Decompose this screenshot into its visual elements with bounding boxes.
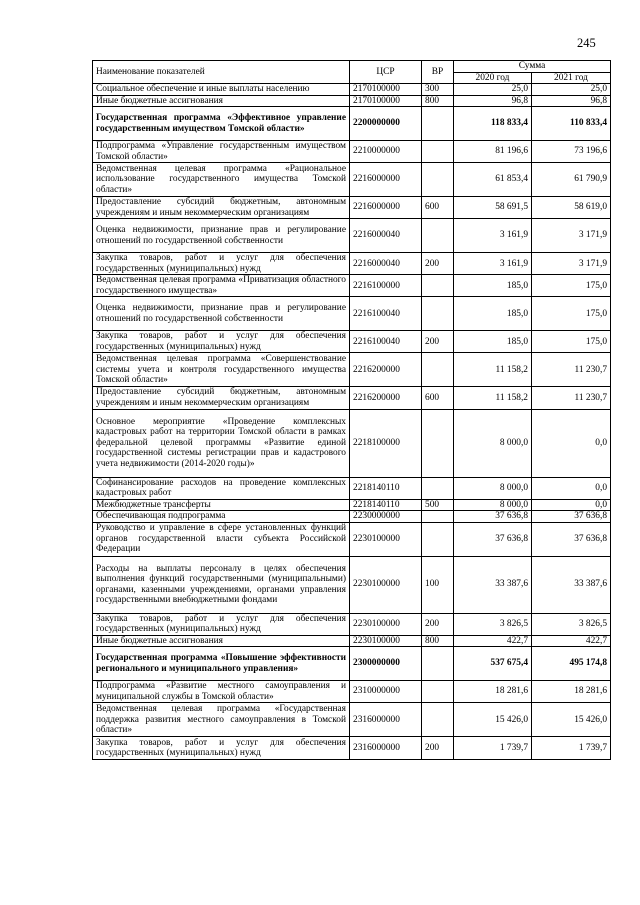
row-csr: 2170100000 — [350, 95, 422, 107]
row-name: Обеспечивающая подпрограмма — [93, 511, 350, 523]
header-2021: 2021 год — [532, 72, 611, 84]
row-vr — [422, 703, 454, 737]
row-csr: 2230100000 — [350, 522, 422, 556]
table-row — [93, 353, 611, 387]
row-value-2020: 3 161,9 — [454, 219, 532, 253]
row-name: Софинансирование расходов на проведение комплексных кадастровых работ — [93, 477, 350, 499]
row-value-2021: 37 636,8 — [532, 522, 611, 556]
row-value-2020: 8 000,0 — [454, 409, 532, 477]
row-csr: 2216200000 — [350, 353, 422, 387]
table-row — [93, 297, 611, 331]
table-row — [93, 635, 611, 647]
table-row — [93, 737, 611, 760]
table-row — [93, 219, 611, 253]
row-name: Оценка недвижимости, признание прав и регулирование отношений по государственной собственности — [93, 219, 350, 253]
row-name: Закупка товаров, работ и услуг для обеспечения государственных (муниципальных) нужд — [93, 253, 350, 275]
row-name: Государственная программа «Повышение эффективности регионального и муниципального управления» — [93, 647, 350, 681]
row-vr — [422, 409, 454, 477]
row-value-2020: 185,0 — [454, 275, 532, 297]
row-value-2020: 96,8 — [454, 95, 532, 107]
row-name: Ведомственная целевая программа «Государственная поддержка развития местного самоуправления в Томской области» — [93, 703, 350, 737]
row-vr — [422, 163, 454, 197]
row-name: Оценка недвижимости, признание прав и регулирование отношений по государственной собственности — [93, 297, 350, 331]
row-name: Подпрограмма «Управление государственным имуществом Томской области» — [93, 141, 350, 163]
row-vr — [422, 353, 454, 387]
row-value-2020: 185,0 — [454, 331, 532, 353]
row-name: Предоставление субсидий бюджетным, автономным учреждениям и иным некоммерческим организациям — [93, 387, 350, 409]
row-csr: 2170100000 — [350, 84, 422, 96]
row-name: Предоставление субсидий бюджетным, автономным учреждениям и иным некоммерческим организациям — [93, 197, 350, 219]
row-vr: 200 — [422, 737, 454, 760]
table-row — [93, 141, 611, 163]
row-csr: 2210000000 — [350, 141, 422, 163]
row-value-2021: 73 196,6 — [532, 141, 611, 163]
row-csr: 2310000000 — [350, 681, 422, 703]
row-name: Межбюджетные трансферты — [93, 499, 350, 511]
row-vr — [422, 681, 454, 703]
table-row — [93, 197, 611, 219]
row-value-2020: 61 853,4 — [454, 163, 532, 197]
header-2020: 2020 год — [454, 72, 532, 84]
row-csr: 2316000000 — [350, 737, 422, 760]
row-vr — [422, 511, 454, 523]
page-number: 245 — [577, 36, 596, 50]
table-row — [93, 681, 611, 703]
header-vr: ВР — [422, 61, 454, 84]
row-value-2021: 0,0 — [532, 477, 611, 499]
row-value-2021: 11 230,7 — [532, 353, 611, 387]
row-value-2020: 118 833,4 — [454, 107, 532, 141]
row-vr — [422, 141, 454, 163]
row-value-2020: 11 158,2 — [454, 387, 532, 409]
table-row — [93, 477, 611, 499]
row-value-2021: 175,0 — [532, 331, 611, 353]
row-csr: 2216100040 — [350, 331, 422, 353]
row-csr: 2230100000 — [350, 635, 422, 647]
row-value-2021: 96,8 — [532, 95, 611, 107]
table-row — [93, 163, 611, 197]
row-value-2020: 37 636,8 — [454, 511, 532, 523]
row-value-2020: 1 739,7 — [454, 737, 532, 760]
row-csr: 2316000000 — [350, 703, 422, 737]
row-csr: 2300000000 — [350, 647, 422, 681]
row-vr — [422, 522, 454, 556]
table-row — [93, 499, 611, 511]
row-vr — [422, 647, 454, 681]
row-name: Иные бюджетные ассигнования — [93, 635, 350, 647]
row-value-2021: 15 426,0 — [532, 703, 611, 737]
row-name: Государственная программа «Эффективное управление государственным имуществом Томской области» — [93, 107, 350, 141]
table-row — [93, 522, 611, 556]
row-name: Расходы на выплаты персоналу в целях обеспечения выполнения функций государственными (муниципальными) органами, казенными учреждениями, органами управления государственными внебюджетными фондами — [93, 556, 350, 613]
row-value-2021: 495 174,8 — [532, 647, 611, 681]
row-value-2021: 11 230,7 — [532, 387, 611, 409]
row-vr: 600 — [422, 387, 454, 409]
row-value-2020: 81 196,6 — [454, 141, 532, 163]
row-name: Ведомственная целевая программа «Приватизация областного государственного имущества» — [93, 275, 350, 297]
row-name: Ведомственная целевая программа «Совершенствование системы учета и контроля государственного имущества Томской области» — [93, 353, 350, 387]
row-vr: 300 — [422, 84, 454, 96]
row-value-2021: 37 636,8 — [532, 511, 611, 523]
row-value-2020: 15 426,0 — [454, 703, 532, 737]
row-value-2020: 58 691,5 — [454, 197, 532, 219]
table-row — [93, 387, 611, 409]
row-vr — [422, 297, 454, 331]
row-value-2020: 11 158,2 — [454, 353, 532, 387]
row-value-2021: 422,7 — [532, 635, 611, 647]
row-value-2021: 25,0 — [532, 84, 611, 96]
table-row — [93, 84, 611, 96]
row-name: Подпрограмма «Развитие местного самоуправления и муниципальной службы в Томской области» — [93, 681, 350, 703]
row-value-2021: 3 826,5 — [532, 613, 611, 635]
row-value-2021: 175,0 — [532, 297, 611, 331]
row-vr: 200 — [422, 331, 454, 353]
row-csr: 2218100000 — [350, 409, 422, 477]
row-vr — [422, 275, 454, 297]
row-value-2021: 33 387,6 — [532, 556, 611, 613]
row-vr — [422, 477, 454, 499]
row-name: Иные бюджетные ассигнования — [93, 95, 350, 107]
row-value-2020: 3 161,9 — [454, 253, 532, 275]
table-row — [93, 703, 611, 737]
header-sum: Сумма — [454, 61, 611, 73]
table-row — [93, 556, 611, 613]
row-name: Закупка товаров, работ и услуг для обеспечения государственных (муниципальных) нужд — [93, 737, 350, 760]
row-csr: 2200000000 — [350, 107, 422, 141]
row-name: Руководство и управление в сфере установленных функций органов государственной власти субъекта Российской Федерации — [93, 522, 350, 556]
row-name: Закупка товаров, работ и услуг для обеспечения государственных (муниципальных) нужд — [93, 331, 350, 353]
table-row — [93, 647, 611, 681]
row-value-2020: 422,7 — [454, 635, 532, 647]
row-value-2021: 18 281,6 — [532, 681, 611, 703]
table-row — [93, 331, 611, 353]
row-value-2021: 1 739,7 — [532, 737, 611, 760]
table-row — [93, 409, 611, 477]
row-value-2020: 537 675,4 — [454, 647, 532, 681]
row-name: Социальное обеспечение и иные выплаты населению — [93, 84, 350, 96]
header-name: Наименование показателей — [93, 61, 350, 84]
row-value-2020: 37 636,8 — [454, 522, 532, 556]
row-vr: 200 — [422, 253, 454, 275]
row-value-2021: 0,0 — [532, 409, 611, 477]
table-row — [93, 613, 611, 635]
header-csr: ЦСР — [350, 61, 422, 84]
row-value-2021: 0,0 — [532, 499, 611, 511]
row-vr: 100 — [422, 556, 454, 613]
row-value-2020: 33 387,6 — [454, 556, 532, 613]
row-csr: 2216000000 — [350, 197, 422, 219]
row-value-2020: 8 000,0 — [454, 499, 532, 511]
row-vr — [422, 219, 454, 253]
row-vr: 800 — [422, 95, 454, 107]
row-value-2020: 25,0 — [454, 84, 532, 96]
row-value-2021: 3 171,9 — [532, 253, 611, 275]
row-name: Закупка товаров, работ и услуг для обеспечения государственных (муниципальных) нужд — [93, 613, 350, 635]
row-name: Основное мероприятие «Проведение комплексных кадастровых работ на территории Томской области в рамках федеральной целевой программы «Развитие единой государственной системы регистрации прав и кадастрового учета недвижимости (2014-2020 годы)» — [93, 409, 350, 477]
row-value-2021: 3 171,9 — [532, 219, 611, 253]
row-value-2020: 18 281,6 — [454, 681, 532, 703]
row-value-2021: 110 833,4 — [532, 107, 611, 141]
table-row — [93, 107, 611, 141]
row-csr: 2216100000 — [350, 275, 422, 297]
row-csr: 2216200000 — [350, 387, 422, 409]
row-vr: 600 — [422, 197, 454, 219]
row-csr: 2230000000 — [350, 511, 422, 523]
row-value-2020: 185,0 — [454, 297, 532, 331]
budget-table — [92, 60, 611, 760]
row-csr: 2218140110 — [350, 499, 422, 511]
row-csr: 2218140110 — [350, 477, 422, 499]
row-vr: 500 — [422, 499, 454, 511]
row-vr: 800 — [422, 635, 454, 647]
row-csr: 2216000040 — [350, 253, 422, 275]
row-vr — [422, 107, 454, 141]
row-csr: 2230100000 — [350, 613, 422, 635]
row-value-2020: 3 826,5 — [454, 613, 532, 635]
row-csr: 2230100000 — [350, 556, 422, 613]
row-csr: 2216100040 — [350, 297, 422, 331]
row-csr: 2216000000 — [350, 163, 422, 197]
row-vr: 200 — [422, 613, 454, 635]
row-csr: 2216000040 — [350, 219, 422, 253]
row-value-2020: 8 000,0 — [454, 477, 532, 499]
table-row — [93, 253, 611, 275]
row-value-2021: 58 619,0 — [532, 197, 611, 219]
table-row — [93, 275, 611, 297]
table-row — [93, 511, 611, 523]
row-value-2021: 175,0 — [532, 275, 611, 297]
row-value-2021: 61 790,9 — [532, 163, 611, 197]
row-name: Ведомственная целевая программа «Рациональное использование государственного имущества Томской области» — [93, 163, 350, 197]
table-row — [93, 95, 611, 107]
